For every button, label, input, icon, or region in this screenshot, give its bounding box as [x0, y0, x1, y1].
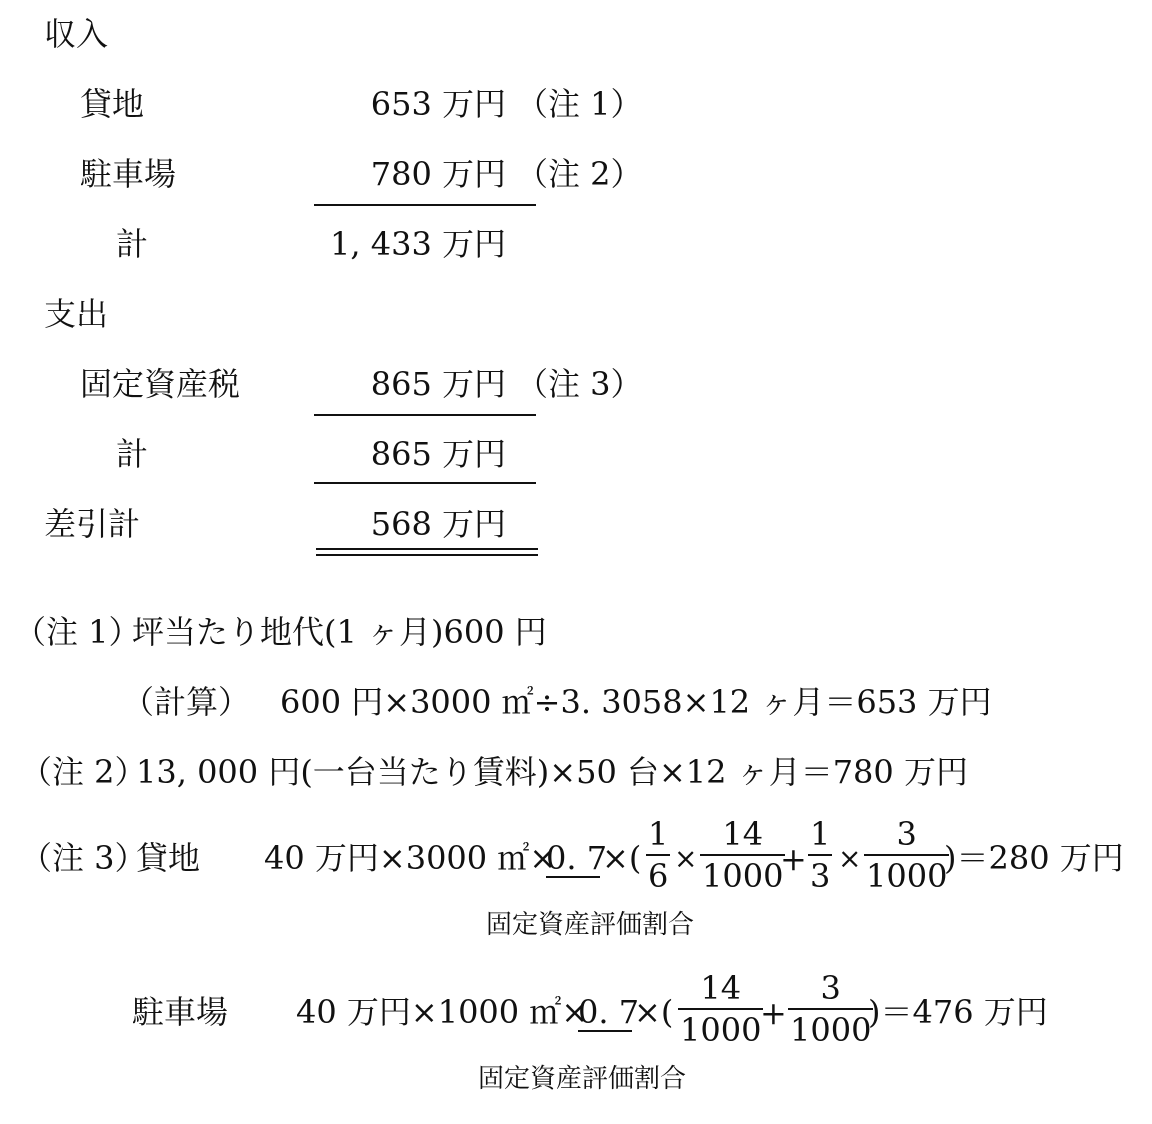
- note2-tag: （注 2）: [20, 753, 147, 791]
- note3-land-plus: +: [780, 840, 807, 878]
- note3-land-frac2-num: 14: [722, 815, 764, 853]
- note3-land-frac4-den: 1000: [866, 857, 948, 895]
- note3-land-frac2-den: 1000: [702, 857, 784, 895]
- note1-tag: （注 1）: [14, 613, 141, 651]
- expense-row-tax-label: 固定資産税: [80, 365, 241, 403]
- expense-row-tax-amount: 865 万円: [370, 365, 506, 403]
- net-rule: [314, 482, 536, 484]
- expense-row-tax-note: （注 3）: [516, 365, 643, 403]
- expense-heading: 支出: [44, 295, 109, 333]
- note3-land-open: ×(: [602, 839, 642, 877]
- income-row-parking-label: 駐車場: [80, 155, 177, 193]
- note3-land-frac3-num: 1: [810, 815, 831, 853]
- income-row-land-amount: 653 万円: [370, 85, 506, 123]
- note3-parking-frac2-bar: [788, 1008, 873, 1010]
- note1-calc-label: （計算）: [122, 683, 251, 721]
- note3-parking-plus: +: [760, 994, 787, 1032]
- note3-parking-rate-caption: 固定資産評価割合: [478, 1064, 687, 1094]
- net-double-rule-top: [316, 548, 538, 550]
- note3-land-rate-underline: [546, 876, 600, 878]
- net-amount: 568 万円: [370, 505, 506, 543]
- note3-parking-open: ×(: [634, 993, 674, 1031]
- expense-total-rule: [314, 414, 536, 416]
- note3-land-rate-caption: 固定資産評価割合: [486, 910, 695, 940]
- income-row-parking-note: （注 2）: [516, 155, 643, 193]
- note3-parking-frac2-num: 3: [820, 969, 841, 1007]
- note3-land-times1: ×: [674, 842, 698, 875]
- note3-land-frac4-num: 3: [896, 815, 917, 853]
- expense-total-amount: 865 万円: [370, 435, 506, 473]
- note3-parking-rate: 0. 7: [578, 993, 640, 1031]
- note3-parking-close: )＝476 万円: [868, 993, 1048, 1031]
- note3-parking-pre: 40 万円×1000 ㎡×: [296, 993, 589, 1031]
- note3-parking-frac1-bar: [678, 1008, 763, 1010]
- note3-land-frac2-bar: [700, 854, 785, 856]
- net-double-rule-bottom: [316, 554, 538, 556]
- income-row-land-label: 貸地: [80, 85, 145, 123]
- income-total-label: 計: [116, 225, 149, 263]
- note3-land-close: )＝280 万円: [944, 839, 1124, 877]
- note1-text: 坪当たり地代(1 ヶ月)600 円: [132, 613, 547, 651]
- note3-land-frac3-den: 3: [810, 857, 831, 895]
- note3-land-times2: ×: [838, 842, 862, 875]
- note3-parking-label: 駐車場: [132, 993, 229, 1031]
- note3-land-frac3-bar: [808, 854, 832, 856]
- note3-parking-rate-underline: [578, 1030, 632, 1032]
- note2-text: 13, 000 円(一台当たり賃料)×50 台×12 ヶ月＝780 万円: [136, 753, 968, 791]
- income-heading: 収入: [44, 15, 109, 53]
- note3-land-frac2: [700, 815, 785, 895]
- note3-land-pre: 40 万円×3000 ㎡×: [264, 839, 557, 877]
- note3-land-frac1-bar: [646, 854, 670, 856]
- note3-tag: （注 3）: [20, 839, 147, 877]
- note3-parking-frac1: [678, 969, 763, 1049]
- note3-land-frac1-den: 6: [648, 857, 669, 895]
- note3-land-frac1: [646, 815, 670, 895]
- note3-land-frac1-num: 1: [648, 815, 669, 853]
- note3-land-frac4-bar: [864, 854, 949, 856]
- income-row-land-note: （注 1）: [516, 85, 643, 123]
- note3-land-frac4: [864, 815, 949, 895]
- income-total-amount: 1, 433 万円: [330, 225, 506, 263]
- note3-parking-frac2: [788, 969, 873, 1049]
- note3-land-label: 貸地: [136, 839, 201, 877]
- note1-calc: 600 円×3000 ㎡÷3. 3058×12 ヶ月＝653 万円: [280, 683, 992, 721]
- income-total-rule: [314, 204, 536, 206]
- net-label: 差引計: [44, 505, 141, 543]
- note3-land-frac3: [808, 815, 832, 895]
- note3-parking-frac1-den: 1000: [680, 1011, 762, 1049]
- expense-total-label: 計: [116, 435, 149, 473]
- note3-parking-frac2-den: 1000: [790, 1011, 872, 1049]
- note3-land-rate: 0. 7: [546, 839, 608, 877]
- note3-parking-frac1-num: 14: [700, 969, 742, 1007]
- income-row-parking-amount: 780 万円: [370, 155, 506, 193]
